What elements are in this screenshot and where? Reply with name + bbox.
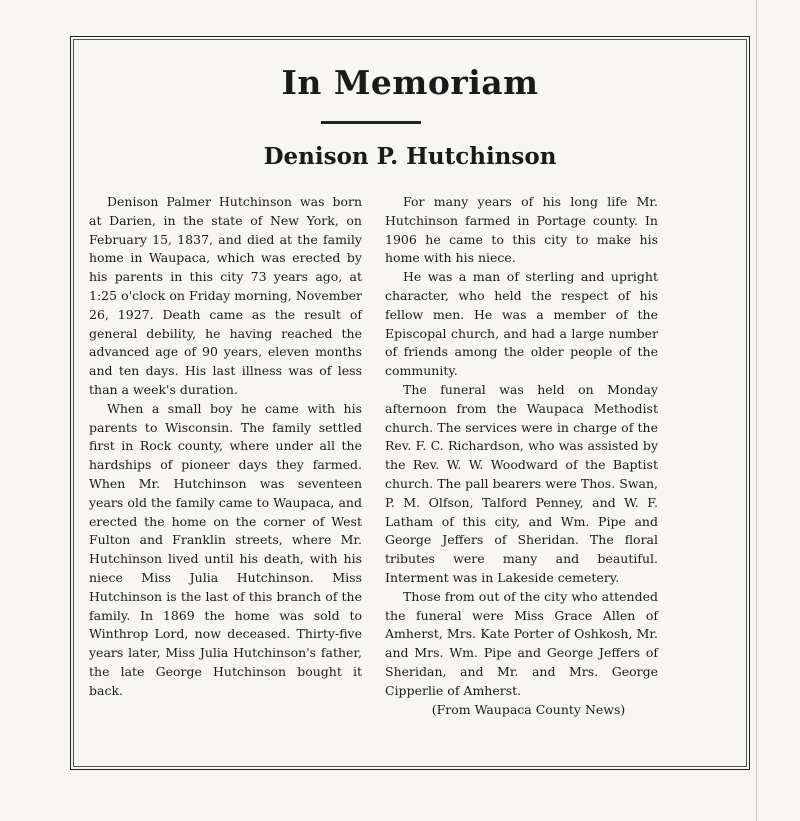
- heading-name: Denison P. Hutchinson: [263, 143, 557, 170]
- paragraph: He was a man of sterling and upright character, who held the respect of his fellow men. He was a member of the Episcopal church, and had a large number of friends among the older people of the community.: [385, 269, 658, 379]
- heading-title: In Memoriam: [281, 63, 539, 102]
- memorial-frame: [70, 36, 750, 770]
- paragraph: Those from out of the city who attended the funeral were Miss Grace Allen of Amherst, Mrs. Kate Porter of Oshkosh, Mr. and Mrs. Wm. Pipe and George Jeffers of Sheridan, and Mr. and Mrs. George Cipperlie of Amherst.: [385, 588, 658, 698]
- paragraph: Denison Palmer Hutchinson was born at Darien, in the state of New York, on February 15, 1837, and died at the family home in Waupaca, which was erected by his parents in this city 73 years ago, at 1:25 o'clock on Friday morning, November 26, 1927. Death came as the result of general debility, he having reached the advanced age of 90 years, eleven months and ten days. His last illness was of less than a week's duration.: [89, 194, 362, 397]
- source-credit: (From Waupaca County News): [431, 701, 626, 717]
- paragraph: For many years of his long life Mr. Hutchinson farmed in Portage county. In 1906 he came to this city to make his home with his niece.: [385, 194, 658, 266]
- left-column: [89, 193, 362, 701]
- paragraph: When a small boy he came with his parents to Wisconsin. The family settled first in Rock county, where under all the hardships of pioneer days they farmed. When Mr. Hutchinson was seventeen years old the family came to Waupaca, and erected the home on the corner of West Fulton and Franklin streets, where Mr. Hutchinson lived until his death, with his niece Miss Julia Hutchinson. Miss Hutchinson is the last of this branch of the family. In 1869 the home was sold to Winthrop Lord, now deceased. Thirty-five years later, Miss Julia Hutchinson's father, the late George Hutchinson bought it back.: [89, 400, 362, 698]
- title-rule: [321, 121, 421, 124]
- paragraph: The funeral was held on Monday afternoon from the Waupaca Methodist church. The services were in charge of the Rev. F. C. Richardson, who was assisted by the Rev. W. W. Woodward of the Baptist church. The pall bearers were Thos. Swan, P. M. Olfson, Talford Penney, and W. F. Latham of this city, and Wm. Pipe and George Jeffers of Sheridan. The floral tributes were many and beautiful. Interment was in Lakeside cemetery.: [385, 381, 658, 585]
- right-column: [385, 193, 658, 719]
- page-edge-line: [756, 0, 757, 821]
